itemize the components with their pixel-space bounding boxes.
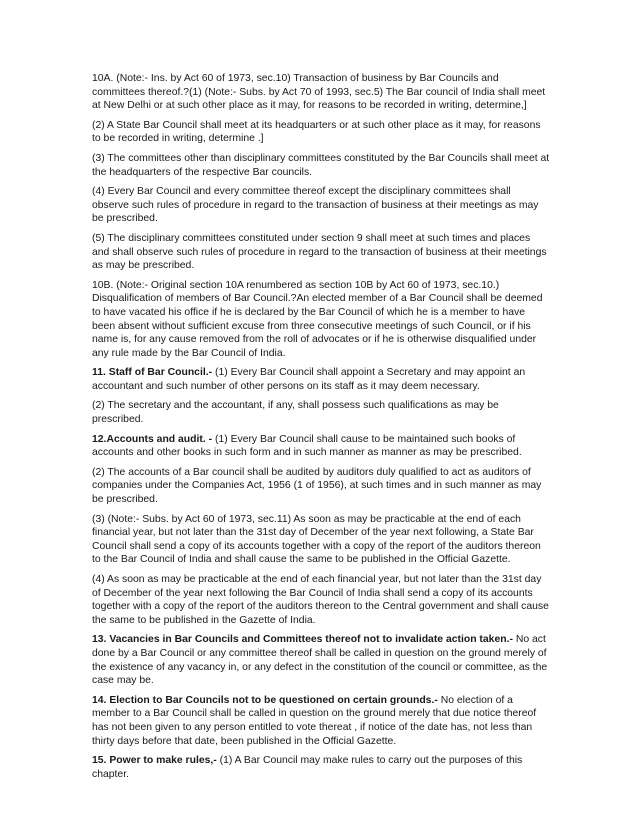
section-heading: 15. Power to make rules,- — [92, 755, 217, 767]
section-heading: 13. Vacancies in Bar Councils and Committees thereof not to invalidate action taken.- — [92, 634, 513, 646]
paragraph-text: (3) (Note:- Subs. by Act 60 of 1973, sec.11) As soon as may be practicable at the end of each financial year, but not later than the 31st day of December of the year next following, a State Bar Council shall send a copy of its accounts together with a copy of the report of the auditors thereon to the Bar Council of India and shall cause the same to be published in the Official Gazette. — [92, 513, 541, 566]
paragraph-text: No act done by a Bar Council or any committee thereof shall be called in question on the ground merely of the existence of any vacancy in, or any defect in the constitution of the council or committee, as the case may be. — [92, 634, 548, 687]
paragraph — [92, 754, 550, 781]
paragraph-text: (5) The disciplinary committees constituted under section 9 shall meet at such times and places and shall observe such rules of procedure in regard to the transaction of business at their meetings as may be prescribed. — [92, 232, 547, 272]
paragraph — [92, 633, 550, 687]
paragraph-text: (2) The secretary and the accountant, if any, shall possess such qualifications as may be prescribed. — [92, 400, 499, 426]
paragraph — [92, 694, 550, 748]
paragraph — [92, 279, 550, 361]
paragraph — [92, 399, 550, 426]
paragraph-text: (1) A Bar Council may make rules to carry out the purposes of this chapter. — [92, 755, 523, 780]
paragraph — [92, 513, 550, 567]
paragraph — [92, 366, 550, 393]
paragraph — [92, 466, 550, 507]
paragraph — [92, 185, 550, 226]
paragraph-text: (2) The accounts of a Bar council shall be audited by auditors duly qualified to act as auditors of companies under the Companies Act, 1956 (1 of 1956), at such times and in such manner as may be prescribed. — [92, 466, 542, 506]
section-heading: 11. Staff of Bar Council.- — [92, 367, 213, 379]
paragraph — [92, 573, 550, 627]
paragraph — [92, 433, 550, 460]
paragraph-text: (4) As soon as may be practicable at the end of each financial year, but not later than the 31st day of December of the year next following the Bar Council of India shall send a copy of its accounts together with a copy of the report of the auditors thereon to the Central government and shall cause the same to be published in the Gazette of India. — [92, 574, 549, 626]
section-heading: 14. Election to Bar Councils not to be questioned on certain grounds.- — [92, 694, 438, 706]
paragraph-text: (1) Every Bar Council shall appoint a Secretary and may appoint an accountant and such number of other persons on its staff as it may deem necessary. — [92, 367, 526, 392]
paragraph — [92, 152, 550, 179]
paragraph-text: (1) Every Bar Council shall cause to be maintained such books of accounts and other books in such form and in such manner as manner as may be prescribed. — [92, 433, 522, 459]
paragraph — [92, 232, 550, 273]
section-heading: 12.Accounts and audit. - — [92, 433, 213, 445]
document-page — [92, 72, 550, 787]
paragraph-text: (2) A State Bar Council shall meet at its headquarters or at such other place as it may, for reasons to be recorded in writing, determine .] — [92, 119, 541, 145]
paragraph-text: No election of a member to a Bar Council shall be called in question on the ground merely that due notice thereof has not been given to any person entitled to vote thereat , if notice of the date has, not less than thirty days before that date, been published in the Official Gazette. — [92, 694, 537, 747]
paragraph — [92, 72, 550, 113]
paragraph — [92, 119, 550, 146]
paragraph-text: 10A. (Note:- Ins. by Act 60 of 1973, sec.10) Transaction of business by Bar Councils and committees thereof.?(1) (Note:- Subs. by Act 70 of 1993, sec.5) The Bar council of India shall meet at New Delhi or at such other place as it may, for reasons to be recorded in writing, determine,] — [92, 73, 546, 112]
paragraph-text: 10B. (Note:- Original section 10A renumbered as section 10B by Act 60 of 1973, sec.10.) Disqualification of members of Bar Council.?An elected member of a Bar Council shall be deemed to have vacated his office if he is declared by the Bar Council of which he is a member to have been absent without sufficient excuse from three consecutive meetings of such Council, or if his name is, for any cause removed from the roll of advocates or if he is otherwise disqualified under any rule made by the Bar Council of India. — [92, 279, 543, 359]
paragraph-text: (3) The committees other than disciplinary committees constituted by the Bar Councils shall meet at the headquarters of the respective Bar councils. — [92, 152, 550, 178]
paragraph-text: (4) Every Bar Council and every committee thereof except the disciplinary committees shall observe such rules of procedure in regard to the transaction of business at their meetings as may be prescribed. — [92, 186, 539, 225]
